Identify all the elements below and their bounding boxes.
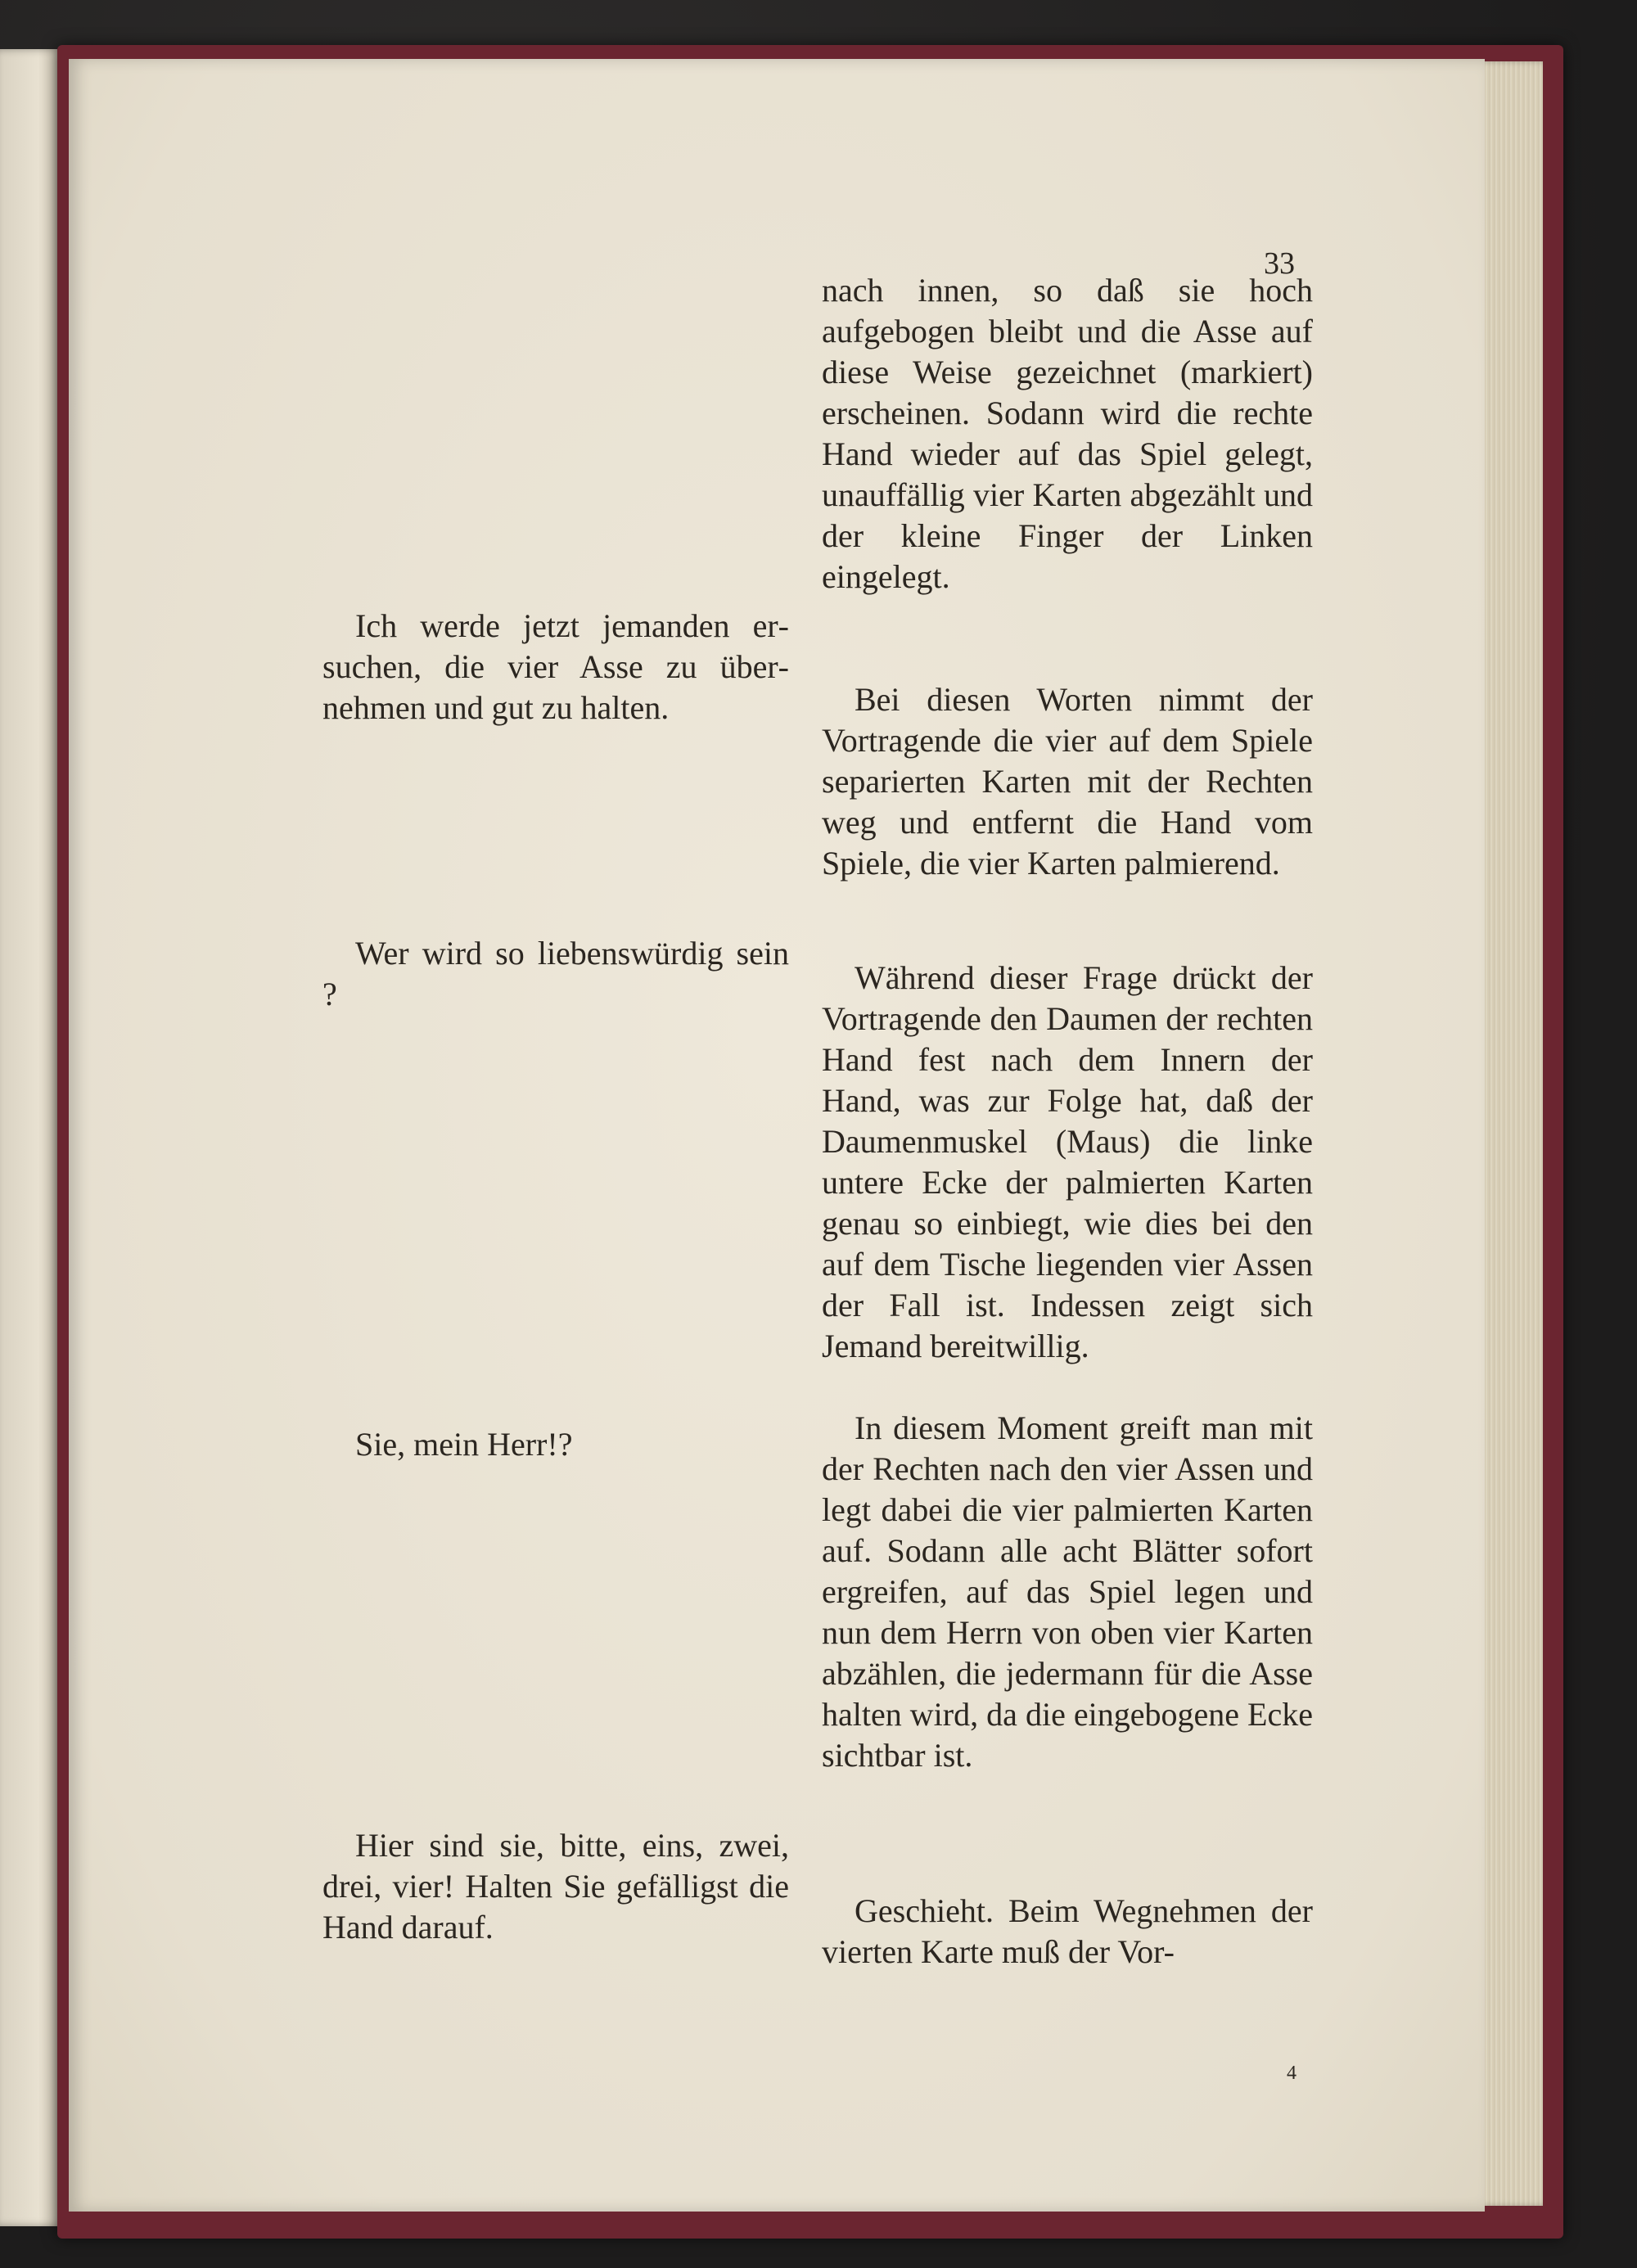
book-page bbox=[69, 59, 1485, 2212]
instruction-text: nach innen, so daß sie hoch aufgebogen bleibt und die Asse auf diese Weise gezeichnet (markiert) erscheinen. Sodann wird die rechte Hand wieder auf das Spiel gelegt, unauffällig vier Karten abgezählt und der kleine Finger der Linken eingelegt. bbox=[822, 272, 1313, 595]
patter-paragraph-3 bbox=[322, 1424, 789, 1465]
instruction-paragraph-5 bbox=[822, 1891, 1313, 1973]
instruction-paragraph-3 bbox=[822, 958, 1313, 1367]
patter-text: Ich werde jetzt jemanden ersuchen, die vier Asse zu übernehmen und gut zu halten. bbox=[322, 607, 789, 726]
instruction-paragraph-2 bbox=[822, 679, 1313, 884]
patter-text: Hier sind sie, bitte, eins, zwei, drei, vier! Halten Sie gefälligst die Hand darauf. bbox=[322, 1827, 789, 1946]
printer-signature-mark: 4 bbox=[1287, 2063, 1297, 2084]
page-number: 33 bbox=[1264, 246, 1295, 281]
patter-text: Sie, mein Herr!? bbox=[355, 1426, 573, 1463]
patter-text: Wer wird so liebenswürdig sein ? bbox=[322, 935, 789, 1012]
instruction-text: Bei diesen Worten nimmt der Vortragende die vier auf dem Spiele separierten Karten mit der Rechten weg und entfernt die Hand vom Spiele, die vier Karten palmierend. bbox=[822, 681, 1313, 881]
instruction-text: Geschieht. Beim Wegnehmen der vierten Karte muß der Vor- bbox=[822, 1892, 1313, 1970]
patter-paragraph-1 bbox=[322, 606, 789, 728]
instruction-text: In diesem Moment greift man mit der Rechten nach den vier Assen und legt dabei die vier palmierten Karten auf. Sodann alle acht Blätter sofort ergreifen, auf das Spiel legen und nun dem Herrn von oben vier Karten abzählen, die jedermann für die Asse halten wird, da die eingebogene Ecke sichtbar ist. bbox=[822, 1409, 1313, 1774]
instruction-paragraph-1 bbox=[822, 270, 1313, 597]
facing-page-edge bbox=[0, 49, 64, 2226]
patter-paragraph-4 bbox=[322, 1825, 789, 1948]
instruction-paragraph-4 bbox=[822, 1408, 1313, 1776]
instruction-text: Während dieser Frage drückt der Vortragende den Daumen der rechten Hand fest nach dem Innern der Hand, was zur Folge hat, daß der Daumenmuskel (Maus) die linke untere Ecke der palmierten Karten genau so einbiegt, wie dies bei den auf dem Tische liegenden vier Assen der Fall ist. Indessen zeigt sich Jemand bereitwillig. bbox=[822, 959, 1313, 1364]
patter-paragraph-2 bbox=[322, 933, 789, 1015]
